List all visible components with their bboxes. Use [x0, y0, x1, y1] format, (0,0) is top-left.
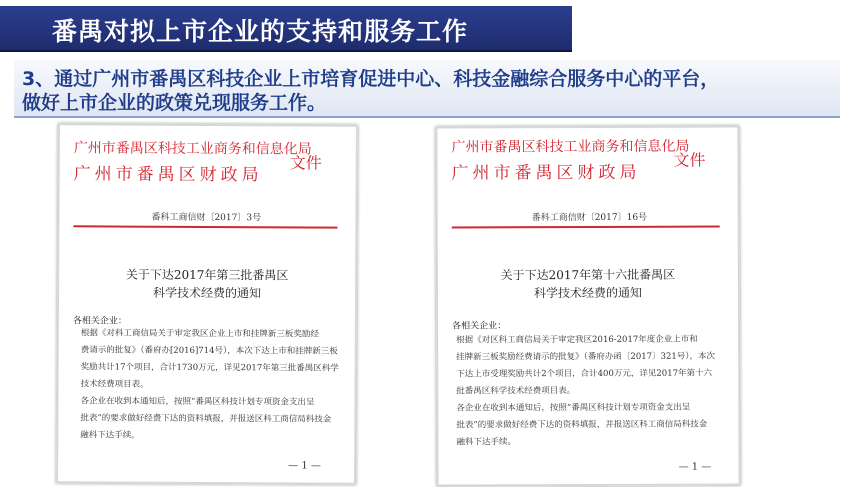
body-line: 批表”的要求做好经费下达的资料填报，并报送区科工商信局科技金	[80, 413, 332, 425]
body-line: 下达上市受理奖励共计2个项目，合计400万元，详见2017年第十六	[456, 368, 713, 380]
body-line: 各企业在收到本通知后，按照“番禺区科技计划专项资金支出呈	[456, 402, 691, 414]
document-body	[456, 332, 715, 452]
red-divider	[452, 226, 720, 228]
body-line: 根据《对区科工商信局关于审定我区2016-2017年度企业上市和	[456, 334, 698, 346]
document-body	[80, 325, 339, 445]
body-line: 批番禺区科学技术经费项目表。	[456, 386, 576, 397]
body-line: 根据《对科工商信局关于审定我区企业上市和挂牌新三板奖励经	[80, 328, 319, 340]
page-title: 番禺对拟上市企业的支持和服务工作	[52, 17, 469, 46]
document-title-line-2: 科学技术经费的通知	[533, 285, 642, 301]
subtitle-line-2: 做好上市企业的政策兑现服务工作。	[22, 92, 327, 114]
document-type-label: 文件	[289, 153, 322, 173]
body-line: 费请示的批复》（番府办[2016]714号），本次下达上市和挂牌新三板	[80, 345, 338, 357]
body-line: 融科下达手续。	[456, 437, 517, 448]
body-line: 奖励共计17个项目，合计1730万元，详见2017年第三批番禺区科学	[80, 362, 339, 374]
page-number: — 1 —	[678, 461, 712, 473]
document-scan-1	[56, 123, 358, 485]
document-scan-2	[435, 125, 740, 486]
page-number: — 1 —	[288, 460, 321, 472]
document-org-line-1: 广州市番禺区科技工业商务和信息化局	[73, 140, 312, 158]
body-line: 各企业在收到本通知后，按照“番禺区科技计划专项资金支出呈	[80, 396, 315, 408]
document-title-line-1: 关于下达2017年第三批番禺区	[125, 267, 289, 283]
document-greeting: 各相关企业：	[452, 321, 507, 332]
title-banner	[0, 6, 572, 52]
body-line: 融科下达手续。	[80, 430, 140, 441]
body-line: 技术经费项目表。	[80, 379, 149, 390]
subtitle-line-1: 3、通过广州市番禺区科技企业上市培育促进中心、科技金融综合服务中心的平台，	[22, 68, 720, 90]
document-title-line-1: 关于下达2017年第十六批番禺区	[500, 267, 676, 283]
body-line: 批表”的要求做好经费下达的资料填报，并报送区科工商信局科技金	[456, 419, 708, 431]
red-divider	[73, 225, 337, 228]
document-org-line-1: 广州市番禺区科技工业商务和信息化局	[451, 138, 690, 156]
document-number: 番科工商信财〔2017〕16号	[531, 212, 648, 224]
document-org-line-2: 广州市番禺区财政局	[451, 162, 641, 184]
body-line: 挂牌新三板奖励经费请示的批复》（番府办函〔2017〕321号），本次	[456, 351, 716, 363]
document-type-label: 文件	[673, 150, 706, 170]
document-title-line-2: 科学技术经费的通知	[153, 285, 262, 301]
document-number: 番科工商信财〔2017〕3号	[151, 212, 262, 224]
subtitle-band	[14, 60, 840, 118]
document-greeting: 各相关企业：	[72, 316, 127, 327]
document-org-line-2: 广州市番禺区财政局	[73, 164, 263, 186]
